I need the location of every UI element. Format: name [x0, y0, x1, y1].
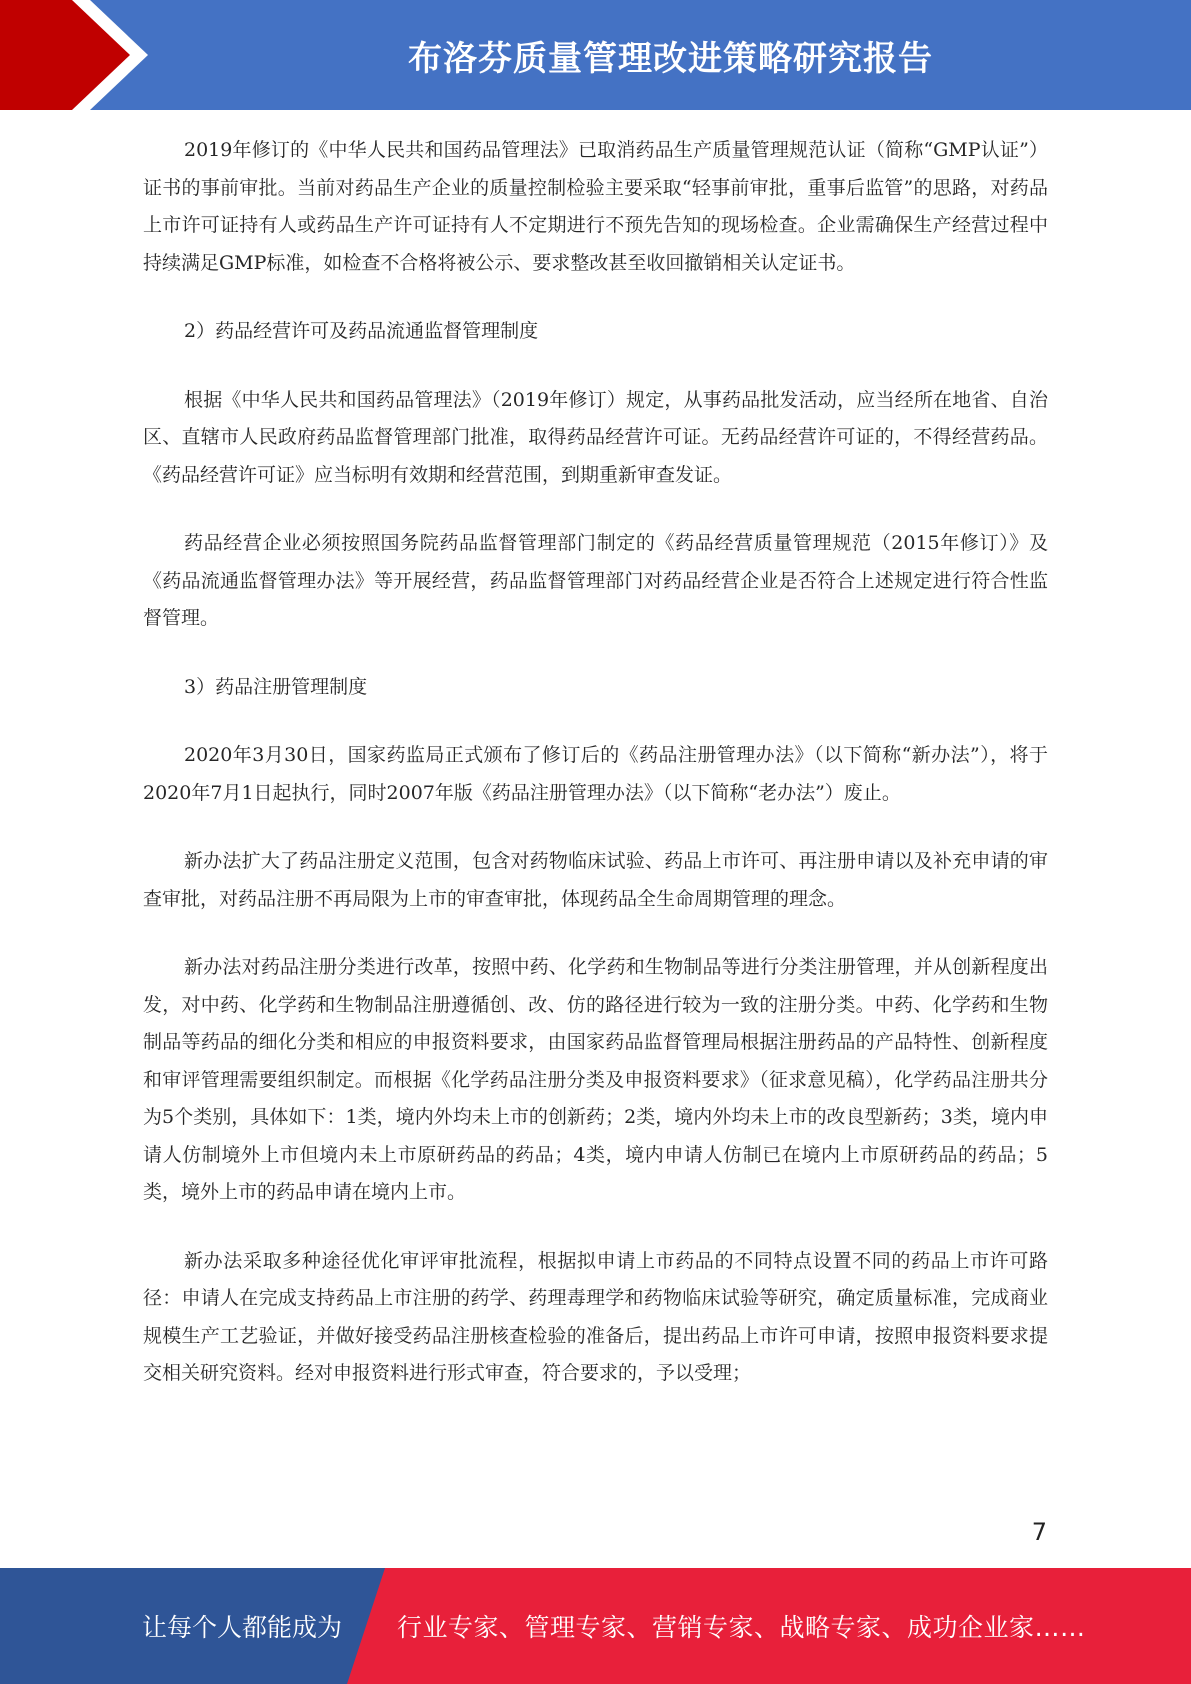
paragraph-registration-scope: 新办法扩大了药品注册定义范围，包含对药物临床试验、药品上市许可、再注册申请以及补充申请的审查审批，对药品注册不再局限为上市的审查审批，体现药品全生命周期管理的理念。	[143, 850, 1048, 910]
document-body	[143, 132, 1048, 1424]
footer-slogan-left: 让每个人都能成为	[142, 1613, 343, 1642]
paragraph-gsp-compliance: 药品经营企业必须按照国务院药品监督管理部门制定的《药品经营质量管理规范（2015年修订）》及《药品流通监督管理办法》等开展经营，药品监督管理部门对药品经营企业是否符合上述规定进行符合性监督管理。	[143, 532, 1048, 629]
section-heading-drug-registration: 3）药品注册管理制度	[184, 675, 368, 698]
footer-slogan-right: 行业专家、管理专家、营销专家、战略专家、成功企业家……	[397, 1613, 1086, 1642]
page-footer	[0, 1568, 1191, 1684]
paragraph-review-process: 新办法采取多种途径优化审评审批流程，根据拟申请上市药品的不同特点设置不同的药品上市许可路径：申请人在完成支持药品上市注册的药学、药理毒理学和药物临床试验等研究，确定质量标准，完成商业规模生产工艺验证，并做好接受药品注册核查检验的准备后，提出药品上市许可申请，按照申报资料要求提交相关研究资料。经对申报资料进行形式审查，符合要求的，予以受理；	[143, 1249, 1048, 1384]
paragraph-registration-classification: 新办法对药品注册分类进行改革，按照中药、化学药和生物制品等进行分类注册管理，并从创新程度出发，对中药、化学药和生物制品注册遵循创、改、仿的路径进行较为一致的注册分类。中药、化学药和生物制品等药品的细化分类和相应的申报资料要求，由国家药品监督管理局根据注册药品的产品特性、创新程度和审评管理需要组织制定。而根据《化学药品注册分类及申报资料要求》（征求意见稿），化学药品注册共分为5个类别，具体如下：1类，境内外均未上市的创新药；2类，境内外均未上市的改良型新药；3类，境内申请人仿制境外上市但境内未上市原研药品的药品；4类，境内申请人仿制已在境内上市原研药品的药品；5类，境外上市的药品申请在境内上市。	[143, 956, 1048, 1203]
paragraph-drug-business-license: 根据《中华人民共和国药品管理法》（2019年修订）规定，从事药品批发活动，应当经所在地省、自治区、直辖市人民政府药品监督管理部门批准，取得药品经营许可证。无药品经营许可证的，不得经营药品。《药品经营许可证》应当标明有效期和经营范围，到期重新审查发证。	[143, 388, 1048, 486]
report-title: 布洛芬质量管理改进策略研究报告	[408, 38, 933, 79]
paragraph-new-registration-rules: 2020年3月30日，国家药监局正式颁布了修订后的《药品注册管理办法》（以下简称“新办法”），将于2020年7月1日起执行，同时2007年版《药品注册管理办法》（以下简称“老办法”）废止。	[143, 744, 1048, 804]
page-header	[0, 0, 1191, 110]
page-number: 7	[1031, 1518, 1047, 1546]
section-heading-drug-distribution: 2）药品经营许可及药品流通监督管理制度	[184, 320, 539, 342]
paragraph-gmp-certification: 2019年修订的《中华人民共和国药品管理法》已取消药品生产质量管理规范认证（简称“GMP认证”）证书的事前审批。当前对药品生产企业的质量控制检验主要采取“轻事前审批，重事后监管”的思路，对药品上市许可证持有人或药品生产许可证持有人不定期进行不预先告知的现场检查。企业需确保生产经营过程中持续满足GMP标准，如检查不合格将被公示、要求整改甚至收回撤销相关认定证书。	[143, 139, 1048, 274]
